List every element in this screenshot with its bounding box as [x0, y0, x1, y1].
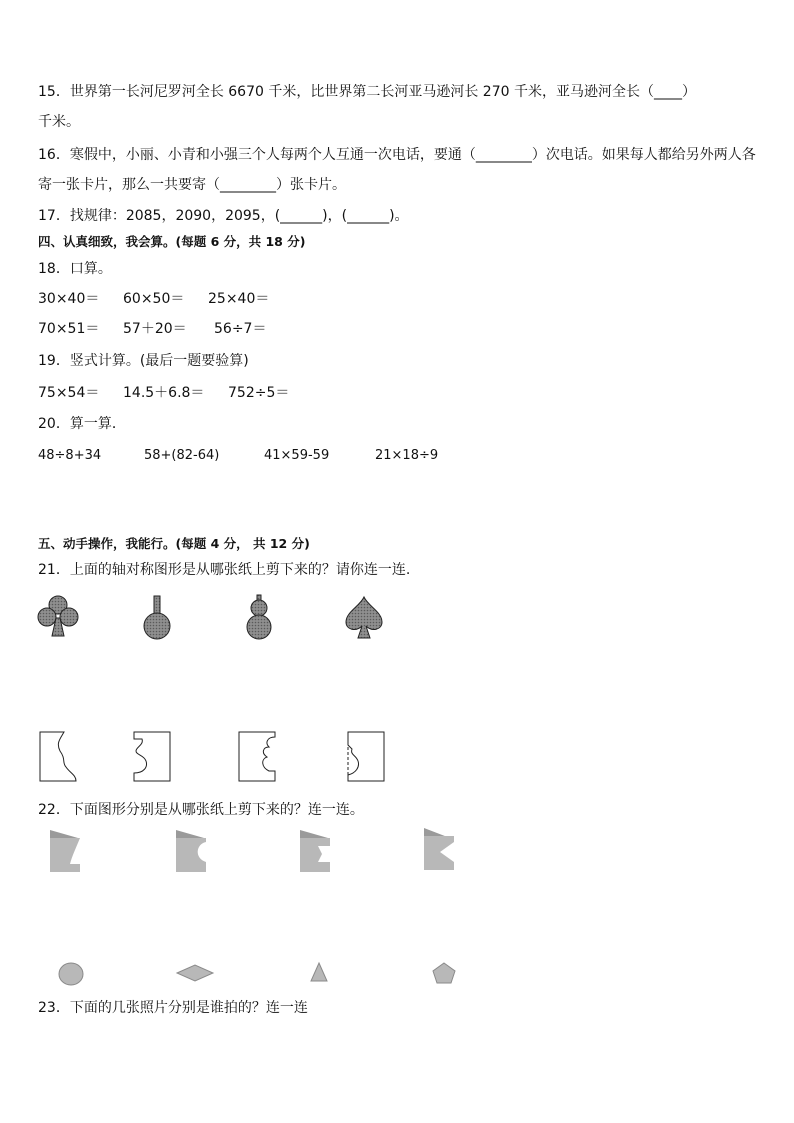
rhombus-icon [174, 962, 216, 984]
question-19-title: 19．竖式计算。(最后一题要验算) [38, 353, 249, 369]
q18-item: 56÷7＝ [214, 321, 267, 337]
q18-item: 30×40＝ [38, 291, 100, 307]
q19-item: 75×54＝ [38, 385, 100, 401]
oval-icon [56, 960, 86, 988]
q20-item: 58+(82-64) [144, 448, 220, 463]
q18-item: 70×51＝ [38, 321, 100, 337]
question-15-line-2: 千米。 [38, 114, 80, 130]
folded-paper-cut-1-icon [36, 729, 80, 785]
question-16-line-1: 16．寒假中，小丽、小青和小强三个人每两个人互通一次电话，要通（________）次电话。如果每人都给另外两人各 [38, 147, 756, 163]
question-23-title: 23．下面的几张照片分别是谁拍的？连一连 [38, 1000, 308, 1016]
question-20-title: 20．算一算． [38, 416, 126, 432]
spade-icon [342, 594, 386, 642]
question-18-title: 18．口算。 [38, 261, 112, 277]
q19-item: 752÷5＝ [228, 385, 290, 401]
pentagon-icon [430, 960, 458, 986]
q20-item: 21×18÷9 [375, 448, 439, 463]
section-4-heading: 四、认真细致，我会算。(每题 6 分，共 18 分) [38, 234, 306, 249]
question-16-line-2: 寄一张卡片，那么一共要寄（________）张卡片。 [38, 177, 346, 193]
q18-item: 60×50＝ [123, 291, 185, 307]
question-22-title: 22．下面图形分别是从哪张纸上剪下来的？连一连。 [38, 802, 364, 818]
question-21-title: 21．上面的轴对称图形是从哪张纸上剪下来的？请你连一连. [38, 562, 411, 578]
folded-paper-4-icon [420, 826, 460, 874]
question-15-line-1: 15．世界第一长河尼罗河全长 6670 千米，比世界第二长河亚马逊河长 270 千米，亚马逊河全长（____） [38, 84, 696, 100]
club-icon [36, 594, 80, 640]
q19-item: 14.5＋6.8＝ [123, 385, 205, 401]
triangle-icon [308, 960, 330, 984]
folded-paper-cut-4-icon [344, 729, 388, 785]
folded-paper-cut-3-icon [235, 729, 279, 785]
round-flask-icon [140, 594, 174, 642]
q20-item: 48÷8+34 [38, 448, 102, 463]
q18-item: 57＋20＝ [123, 321, 187, 337]
folded-paper-cut-2-icon [130, 729, 174, 785]
folded-paper-2-icon [172, 828, 212, 876]
q18-item: 25×40＝ [208, 291, 270, 307]
folded-paper-3-icon [296, 828, 336, 876]
question-17: 17．找规律：2085，2090，2095，(______)，(______)。 [38, 208, 409, 224]
q20-item: 41×59-59 [264, 448, 330, 463]
folded-paper-1-icon [46, 828, 86, 876]
section-5-heading: 五、动手操作，我能行。(每题 4 分， 共 12 分) [38, 536, 310, 551]
gourd-icon [242, 594, 276, 642]
